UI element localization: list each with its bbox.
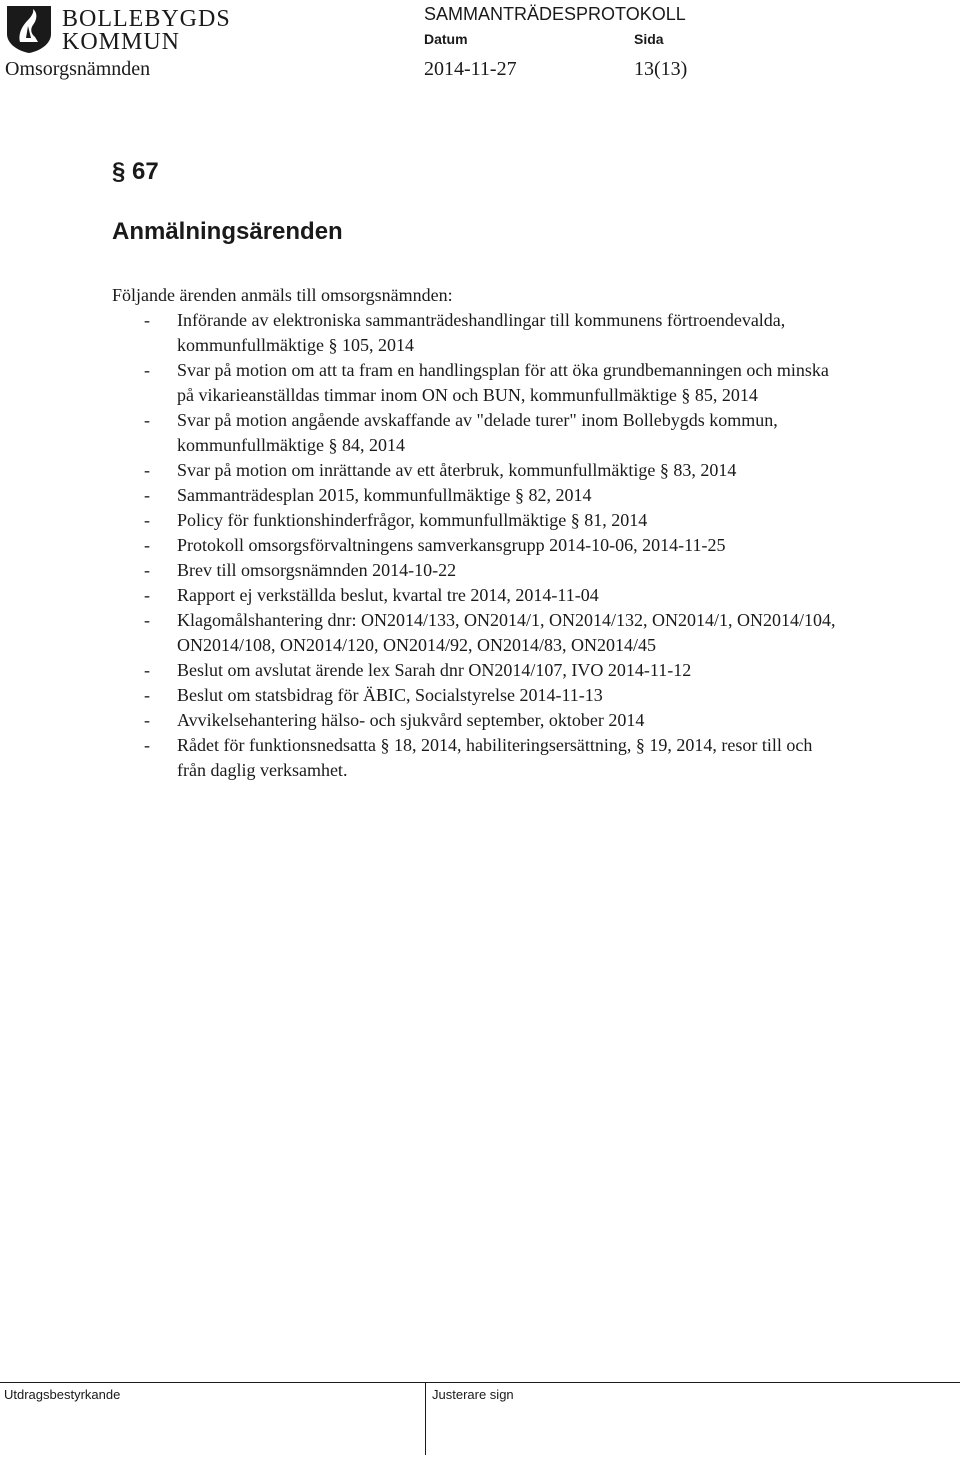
section-title: Anmälningsärenden bbox=[112, 218, 343, 245]
list-item bbox=[112, 458, 842, 483]
list-item-text: Brev till omsorgsnämnden 2014-10-22 bbox=[177, 560, 457, 580]
list-dash: - bbox=[144, 610, 150, 630]
list-item bbox=[112, 358, 842, 408]
list-dash: - bbox=[144, 410, 150, 430]
certification-label: Utdragsbestyrkande bbox=[4, 1387, 121, 1402]
list-item bbox=[112, 733, 842, 783]
list-item-text: Svar på motion om att ta fram en handlingsplan för att öka grundbemanningen och minska på vikarieanställdas timmar inom ON och BUN, kommunfullmäktige § 85, 2014 bbox=[177, 360, 829, 405]
list-item bbox=[112, 533, 842, 558]
list-dash: - bbox=[144, 485, 150, 505]
list-dash: - bbox=[144, 310, 150, 330]
footer-divider bbox=[425, 1382, 426, 1455]
list-dash: - bbox=[144, 710, 150, 730]
list-item bbox=[112, 558, 842, 583]
list-item bbox=[112, 483, 842, 508]
list-item-text: Svar på motion angående avskaffande av "delade turer" inom Bollebygds kommun, kommunfullmäktige § 84, 2014 bbox=[177, 410, 778, 455]
committee-name: Omsorgsnämnden bbox=[5, 58, 151, 80]
list-dash: - bbox=[144, 735, 150, 755]
list-item bbox=[112, 508, 842, 533]
page-number: 13(13) bbox=[634, 58, 688, 80]
document-type: SAMMANTRÄDESPROTOKOLL bbox=[424, 4, 686, 24]
list-item-text: Policy för funktionshinderfrågor, kommunfullmäktige § 81, 2014 bbox=[177, 510, 648, 530]
section-intro: Följande ärenden anmäls till omsorgsnämnden: bbox=[112, 285, 453, 305]
list-item-text: Klagomålshantering dnr: ON2014/133, ON2014/1, ON2014/132, ON2014/1, ON2014/104, ON2014/108, ON2014/120, ON2014/92, ON2014/83, ON2014/45 bbox=[177, 610, 836, 655]
list-item bbox=[112, 608, 842, 658]
list-item-text: Avvikelsehantering hälso- och sjukvård september, oktober 2014 bbox=[177, 710, 645, 730]
list-item-text: Rapport ej verkställda beslut, kvartal tre 2014, 2014-11-04 bbox=[177, 585, 599, 605]
list-item-text: Beslut om statsbidrag för ÄBIC, Socialstyrelse 2014-11-13 bbox=[177, 685, 603, 705]
list-dash: - bbox=[144, 585, 150, 605]
logo-text-line1: BOLLEBYGDS bbox=[62, 6, 231, 32]
date-label: Datum bbox=[424, 31, 468, 47]
list-dash: - bbox=[144, 560, 150, 580]
list-item bbox=[112, 708, 842, 733]
list-item bbox=[112, 658, 842, 683]
meeting-date: 2014-11-27 bbox=[424, 58, 517, 80]
list-item-text: Beslut om avslutat ärende lex Sarah dnr ON2014/107, IVO 2014-11-12 bbox=[177, 660, 692, 680]
list-dash: - bbox=[144, 510, 150, 530]
paragraph-number: § 67 bbox=[112, 158, 159, 185]
logo-text-line2: KOMMUN bbox=[62, 29, 181, 55]
list-dash: - bbox=[144, 460, 150, 480]
list-item bbox=[112, 408, 842, 458]
list-item bbox=[112, 683, 842, 708]
list-item-text: Införande av elektroniska sammanträdeshandlingar till kommunens förtroendevalda, kommunfullmäktige § 105, 2014 bbox=[177, 310, 786, 355]
municipality-logo bbox=[4, 4, 231, 55]
coat-of-arms-icon bbox=[4, 4, 54, 54]
page-label: Sida bbox=[634, 31, 664, 47]
list-item-text: Protokoll omsorgsförvaltningens samverkansgrupp 2014-10-06, 2014-11-25 bbox=[177, 535, 726, 555]
list-item bbox=[112, 583, 842, 608]
matters-list bbox=[112, 308, 842, 783]
footer-rule bbox=[0, 1382, 960, 1383]
list-item-text: Sammanträdesplan 2015, kommunfullmäktige § 82, 2014 bbox=[177, 485, 592, 505]
list-item-text: Svar på motion om inrättande av ett återbruk, kommunfullmäktige § 83, 2014 bbox=[177, 460, 737, 480]
adjuster-signature-label: Justerare sign bbox=[432, 1387, 514, 1402]
list-item bbox=[112, 308, 842, 358]
list-dash: - bbox=[144, 535, 150, 555]
list-dash: - bbox=[144, 685, 150, 705]
list-dash: - bbox=[144, 360, 150, 380]
list-dash: - bbox=[144, 660, 150, 680]
list-item-text: Rådet för funktionsnedsatta § 18, 2014, habiliteringsersättning, § 19, 2014, resor till och från daglig verksamhet. bbox=[177, 735, 813, 780]
